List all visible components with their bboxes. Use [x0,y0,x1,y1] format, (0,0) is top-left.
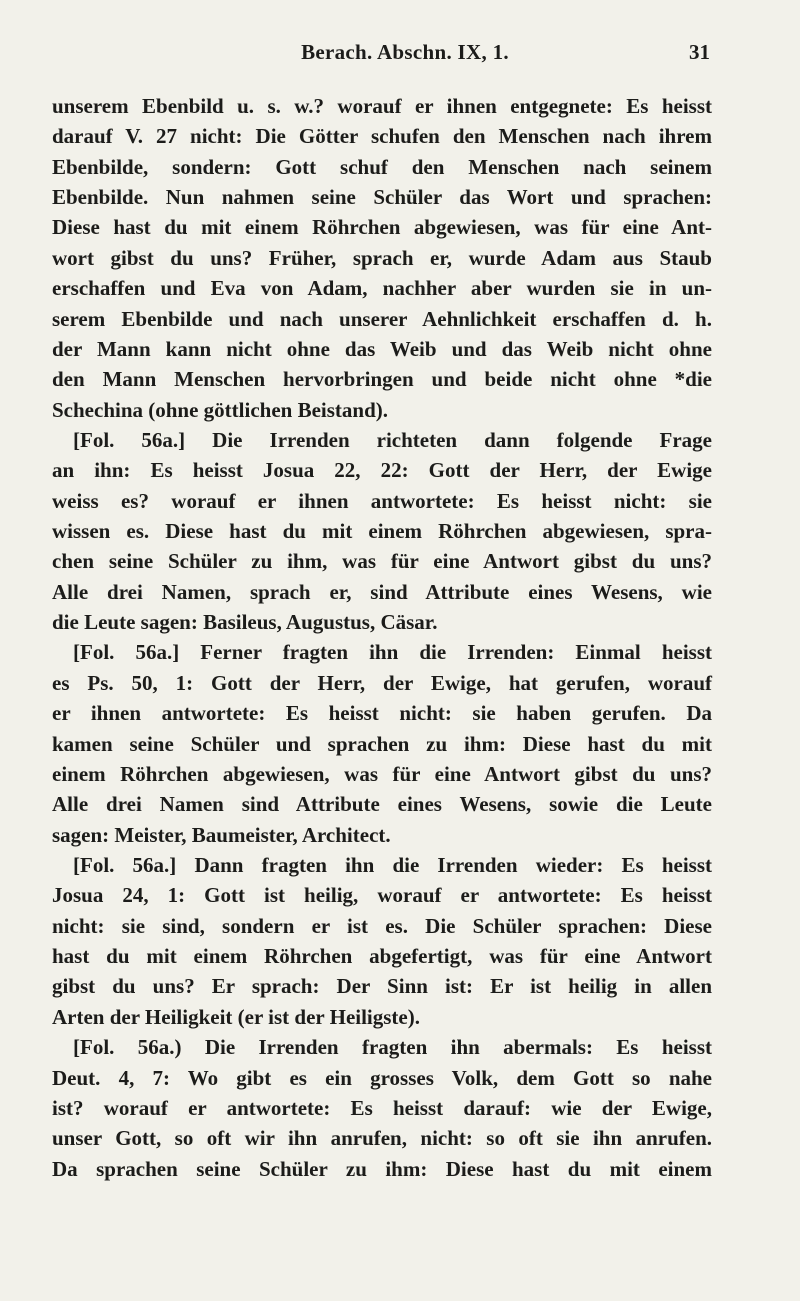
text-line: [Fol. 56a.) Die Irrenden fragten ihn abermals: Es heisst [73,1035,712,1060]
text-line: Schechina (ohne göttlichen Beistand). [52,397,389,422]
text-line: hast du mit einem Röhrchen abgefertigt, was für eine Antwort [52,944,712,969]
text-line: wissen es. Diese hast du mit einem Röhrchen abgewiesen, spra- [52,519,712,544]
text-line: Deut. 4, 7: Wo gibt es ein grosses Volk, dem Gott so nahe [52,1065,712,1090]
text-line: an ihn: Es heisst Josua 22, 22: Gott der Herr, der Ewige [52,458,712,483]
text-line: Josua 24, 1: Gott ist heilig, worauf er antwortete: Es heisst [52,883,712,908]
text-line: den Mann Menschen hervorbringen und beide nicht ohne *die [52,367,712,392]
text-line: Da sprachen seine Schüler zu ihm: Diese hast du mit einem [52,1156,712,1181]
text-line: Ebenbilde, sondern: Gott schuf den Menschen nach seinem [52,154,712,179]
running-head [100,40,710,72]
text-line: ist? worauf er antwortete: Es heisst darauf: wie der Ewige, [52,1095,712,1120]
text-line: chen seine Schüler zu ihm, was für eine Antwort gibst du uns? [52,549,712,574]
text-line: er ihnen antwortete: Es heisst nicht: sie haben gerufen. Da [52,701,712,726]
text-line: [Fol. 56a.] Dann fragten ihn die Irrenden wieder: Es heisst [73,852,712,877]
text-line: unser Gott, so oft wir ihn anrufen, nicht: so oft sie ihn anrufen. [52,1126,712,1151]
page-number: 31 [689,40,710,64]
text-line: darauf V. 27 nicht: Die Götter schufen den Menschen nach ihrem [52,124,712,149]
text-line: wort gibst du uns? Früher, sprach er, wurde Adam aus Staub [52,245,712,270]
text-line: die Leute sagen: Basileus, Augustus, Cäsar. [52,610,438,635]
text-line: Arten der Heiligkeit (er ist der Heiligste). [52,1004,420,1029]
text-line: einem Röhrchen abgewiesen, was für eine Antwort gibst du uns? [52,761,712,786]
text-line: nicht: sie sind, sondern er ist es. Die Schüler sprachen: Diese [52,913,712,938]
text-line: erschaffen und Eva von Adam, nachher aber wurden sie in un- [52,276,712,301]
body-text [52,91,712,1184]
text-line: serem Ebenbilde und nach unserer Aehnlichkeit erschaffen d. h. [52,306,712,331]
text-line: Alle drei Namen sind Attribute eines Wesens, sowie die Leute [52,792,712,817]
text-line: [Fol. 56a.] Ferner fragten ihn die Irrenden: Einmal heisst [73,640,712,665]
running-title: Berach. Abschn. IX, 1. [301,40,509,64]
text-line: unserem Ebenbild u. s. w.? worauf er ihnen entgegnete: Es heisst [52,94,712,118]
text-line: Alle drei Namen, sprach er, sind Attribute eines Wesens, wie [52,579,712,604]
text-line: Ebenbilde. Nun nahmen seine Schüler das Wort und sprachen: [52,185,712,210]
text-line: [Fol. 56a.] Die Irrenden richteten dann folgende Frage [73,427,712,452]
text-line: sagen: Meister, Baumeister, Architect. [52,822,391,847]
text-line: kamen seine Schüler und sprachen zu ihm: Diese hast du mit [52,731,712,756]
text-line: gibst du uns? Er sprach: Der Sinn ist: Er ist heilig in allen [52,974,712,999]
text-line: der Mann kann nicht ohne das Weib und das Weib nicht ohne [52,336,712,361]
text-line: Diese hast du mit einem Röhrchen abgewiesen, was für eine Ant- [52,215,712,240]
text-line: es Ps. 50, 1: Gott der Herr, der Ewige, hat gerufen, worauf [52,670,712,695]
text-line: weiss es? worauf er ihnen antwortete: Es heisst nicht: sie [52,488,712,513]
